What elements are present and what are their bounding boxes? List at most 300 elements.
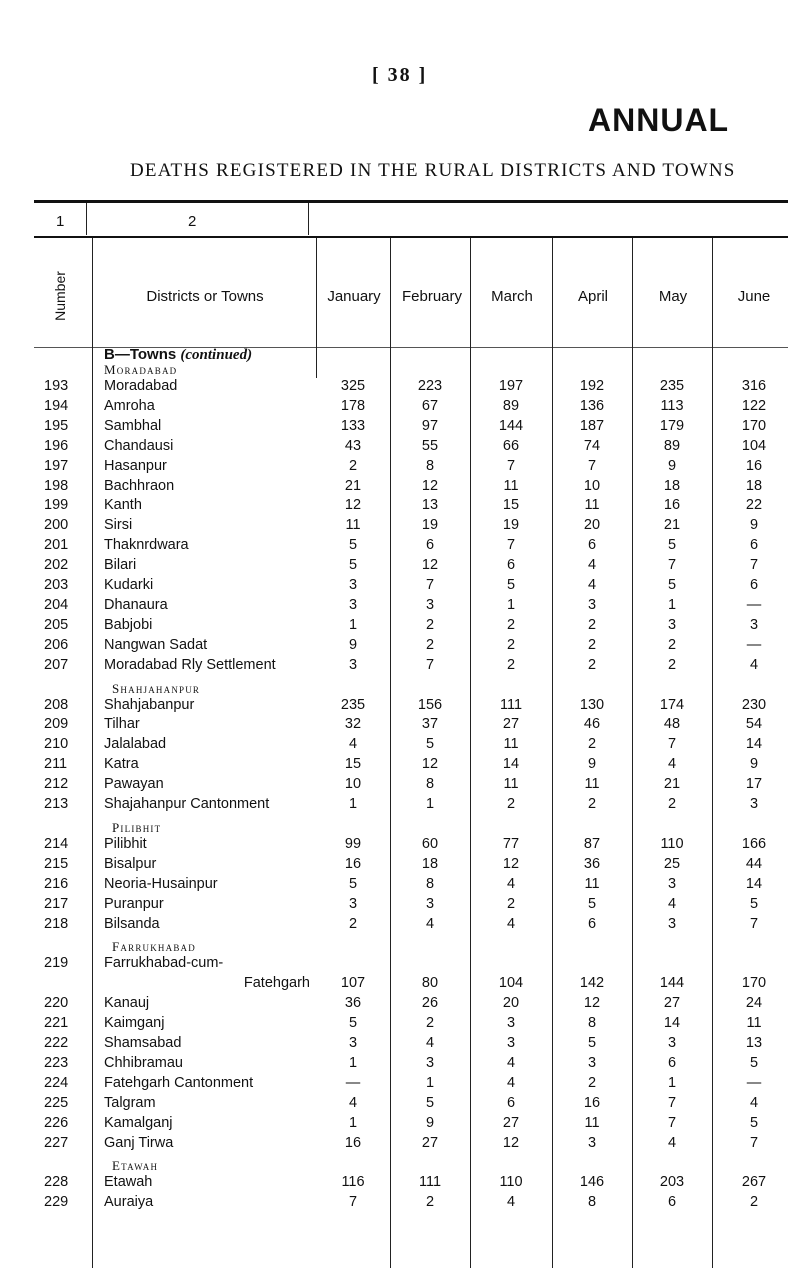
row-number: 197 bbox=[44, 457, 69, 474]
cell-march: 2 bbox=[506, 656, 516, 673]
cell-january: 43 bbox=[344, 437, 362, 454]
cell-april: 8 bbox=[587, 1015, 597, 1032]
cell-february: 1 bbox=[425, 796, 435, 812]
cell-may: 113 bbox=[660, 397, 684, 414]
table-row bbox=[0, 776, 800, 796]
cell-april: 6 bbox=[587, 915, 597, 932]
cell-february: 4 bbox=[425, 1035, 435, 1051]
cell-may: 3 bbox=[667, 915, 677, 932]
page-subtitle: DEATHS REGISTERED IN THE RURAL DISTRICTS AND TOWNS bbox=[130, 160, 736, 181]
month-header-march: March bbox=[491, 288, 533, 305]
cell-may: 174 bbox=[659, 696, 685, 713]
cell-january: 1 bbox=[348, 1114, 358, 1131]
group-heading: Shahjahanpur bbox=[112, 680, 201, 696]
cell-february: 5 bbox=[425, 736, 435, 753]
row-name: Bachhraon bbox=[104, 477, 175, 494]
month-header-may: May bbox=[658, 288, 688, 305]
cell-april: 3 bbox=[587, 596, 597, 613]
cell-march: 11 bbox=[503, 477, 519, 494]
row-name: Talgram bbox=[104, 1094, 156, 1111]
cell-january: 3 bbox=[348, 656, 358, 673]
row-number: 211 bbox=[44, 756, 68, 773]
row-name: Auraiya bbox=[104, 1194, 154, 1211]
cell-february: 7 bbox=[425, 656, 435, 673]
row-name: Moradabad bbox=[104, 378, 178, 394]
row-name: Bisalpur bbox=[104, 855, 157, 872]
cell-march: 27 bbox=[502, 1114, 520, 1131]
row-name: Sirsi bbox=[104, 517, 133, 534]
cell-february: 223 bbox=[417, 378, 443, 394]
cell-march: 11 bbox=[503, 776, 519, 793]
table-row bbox=[0, 1174, 800, 1194]
row-name: Babjobi bbox=[104, 616, 153, 633]
cell-may: 2 bbox=[667, 636, 677, 653]
table-row bbox=[0, 418, 800, 438]
cell-february: 8 bbox=[425, 875, 435, 892]
row-name: Thaknrdwara bbox=[104, 537, 189, 554]
cell-april: 146 bbox=[579, 1174, 605, 1191]
month-header-june: June bbox=[737, 288, 771, 305]
row-number: 217 bbox=[44, 895, 69, 912]
cell-march: 4 bbox=[506, 915, 516, 932]
cell-june: 3 bbox=[749, 796, 759, 812]
cell-february: 60 bbox=[421, 835, 439, 852]
cell-february: 26 bbox=[421, 995, 439, 1012]
cell-march: 1 bbox=[506, 596, 516, 613]
cell-june: 104 bbox=[741, 437, 767, 454]
cell-june: 13 bbox=[745, 1035, 763, 1051]
section-title-text: B—Towns bbox=[104, 346, 177, 363]
cell-march: 3 bbox=[506, 1015, 516, 1032]
cell-may: 2 bbox=[667, 656, 677, 673]
cell-april: 3 bbox=[587, 1054, 597, 1071]
row-name: Fatehgarh Cantonment bbox=[104, 1074, 254, 1091]
group-heading: Etawah bbox=[112, 1158, 159, 1174]
row-number: 212 bbox=[44, 776, 69, 793]
cell-march: 6 bbox=[506, 557, 516, 574]
table-row bbox=[0, 756, 800, 776]
cell-january: 4 bbox=[348, 1094, 358, 1111]
table-row bbox=[0, 856, 800, 876]
cell-april: 2 bbox=[587, 796, 597, 812]
cell-june: 17 bbox=[745, 776, 763, 793]
cell-april: 130 bbox=[579, 696, 605, 713]
cell-may: 1 bbox=[667, 1074, 677, 1091]
cell-february: 1 bbox=[425, 1074, 435, 1091]
row-number: 207 bbox=[44, 656, 69, 673]
cell-february: 55 bbox=[421, 437, 439, 454]
table-row bbox=[0, 876, 800, 896]
cell-may: 110 bbox=[660, 835, 684, 852]
cell-january: 3 bbox=[348, 1035, 358, 1051]
cell-june: 4 bbox=[749, 656, 759, 673]
cell-june: — bbox=[746, 596, 762, 613]
cell-january: 1 bbox=[348, 1054, 358, 1071]
table-row bbox=[0, 1095, 800, 1115]
row-name: Kanth bbox=[104, 497, 142, 514]
cell-february: 8 bbox=[425, 776, 435, 793]
cell-january: 21 bbox=[344, 477, 362, 494]
cell-march: 19 bbox=[502, 517, 520, 534]
row-number: 209 bbox=[44, 716, 69, 733]
cell-april: 7 bbox=[587, 457, 597, 474]
cell-june: 22 bbox=[745, 497, 763, 514]
cell-april: 6 bbox=[587, 537, 597, 554]
row-name: Kamalganj bbox=[104, 1114, 173, 1131]
table-row bbox=[0, 836, 800, 856]
cell-april: 187 bbox=[579, 417, 605, 434]
row-name: Shamsabad bbox=[104, 1035, 182, 1051]
page-title: ANNUAL bbox=[588, 102, 730, 138]
cell-march: 4 bbox=[506, 1074, 516, 1091]
cell-march: 20 bbox=[502, 995, 520, 1012]
cell-may: 7 bbox=[667, 736, 677, 753]
table-row bbox=[0, 975, 800, 995]
cell-january: 116 bbox=[341, 1174, 365, 1191]
cell-may: 7 bbox=[667, 557, 677, 574]
cell-april: 4 bbox=[587, 557, 597, 574]
cell-june: 14 bbox=[745, 736, 763, 753]
cell-may: 144 bbox=[659, 975, 685, 992]
cell-march: 2 bbox=[506, 616, 516, 633]
cell-june: 11 bbox=[746, 1015, 762, 1032]
cell-june: 44 bbox=[745, 855, 763, 872]
cell-january: 15 bbox=[344, 756, 362, 773]
table-row bbox=[0, 1075, 800, 1095]
cell-april: 2 bbox=[587, 736, 597, 753]
row-name: Chhibramau bbox=[104, 1054, 183, 1071]
cell-january: 32 bbox=[344, 716, 362, 733]
table-row bbox=[0, 1055, 800, 1075]
cell-april: 20 bbox=[583, 517, 601, 534]
cell-march: 3 bbox=[506, 1035, 516, 1051]
column-divider bbox=[86, 203, 87, 235]
cell-january: 9 bbox=[348, 636, 358, 653]
cell-may: 235 bbox=[659, 378, 685, 394]
cell-april: 11 bbox=[584, 1114, 600, 1131]
row-number: 220 bbox=[44, 995, 69, 1012]
row-number: 206 bbox=[44, 636, 69, 653]
cell-may: 9 bbox=[667, 457, 677, 474]
row-name: Tilhar bbox=[104, 716, 140, 733]
cell-january: — bbox=[345, 1074, 361, 1091]
cell-april: 2 bbox=[587, 616, 597, 633]
cell-march: 104 bbox=[498, 975, 524, 992]
cell-may: 6 bbox=[667, 1054, 677, 1071]
row-name: Chandausi bbox=[104, 437, 174, 454]
row-name: Neoria-Husainpur bbox=[104, 875, 218, 892]
cell-april: 5 bbox=[587, 895, 597, 912]
month-header-april: April bbox=[577, 288, 608, 305]
table-row bbox=[0, 517, 800, 537]
column-number-rule bbox=[34, 236, 788, 238]
cell-june: 2 bbox=[749, 1194, 759, 1211]
cell-may: 4 bbox=[667, 1134, 677, 1151]
cell-january: 178 bbox=[340, 397, 366, 414]
cell-may: 48 bbox=[663, 716, 681, 733]
cell-march: 89 bbox=[502, 397, 520, 414]
row-number: 196 bbox=[44, 437, 69, 454]
column-number-1: 1 bbox=[56, 213, 65, 230]
cell-february: 37 bbox=[421, 716, 439, 733]
table-row bbox=[0, 478, 800, 498]
cell-may: 5 bbox=[667, 537, 677, 554]
cell-february: 12 bbox=[421, 477, 439, 494]
cell-february: 67 bbox=[421, 397, 439, 414]
cell-march: 111 bbox=[499, 696, 523, 713]
cell-june: 166 bbox=[741, 835, 767, 852]
cell-january: 235 bbox=[340, 696, 366, 713]
cell-march: 4 bbox=[506, 1194, 516, 1211]
cell-june: 3 bbox=[749, 616, 759, 633]
cell-april: 3 bbox=[587, 1134, 597, 1151]
cell-april: 87 bbox=[583, 835, 601, 852]
row-name: Kanauj bbox=[104, 995, 150, 1012]
number-column-header: Number bbox=[52, 271, 68, 321]
table-row bbox=[0, 736, 800, 756]
cell-may: 2 bbox=[667, 796, 677, 812]
cell-june: 230 bbox=[741, 696, 767, 713]
cell-february: 7 bbox=[425, 577, 435, 593]
cell-january: 133 bbox=[340, 417, 366, 434]
row-number: 203 bbox=[44, 577, 69, 593]
cell-january: 12 bbox=[344, 497, 362, 514]
cell-june: 7 bbox=[749, 915, 759, 932]
row-number: 222 bbox=[44, 1035, 69, 1051]
cell-june: 16 bbox=[745, 457, 763, 474]
cell-february: 156 bbox=[417, 696, 443, 713]
table-row bbox=[0, 1115, 800, 1135]
cell-june: 7 bbox=[749, 1134, 759, 1151]
cell-march: 12 bbox=[502, 1134, 520, 1151]
cell-march: 144 bbox=[498, 417, 524, 434]
row-name: Shahjabanpur bbox=[104, 696, 195, 713]
cell-february: 13 bbox=[421, 497, 439, 514]
cell-february: 4 bbox=[425, 915, 435, 932]
cell-may: 21 bbox=[663, 517, 681, 534]
row-number: 200 bbox=[44, 517, 69, 534]
cell-may: 179 bbox=[659, 417, 685, 434]
table-row bbox=[0, 716, 800, 736]
row-number: 221 bbox=[44, 1015, 69, 1032]
table-row bbox=[0, 438, 800, 458]
cell-january: 99 bbox=[344, 835, 362, 852]
row-name: Moradabad Rly Settlement bbox=[104, 656, 276, 673]
table-row bbox=[0, 1015, 800, 1035]
cell-january: 16 bbox=[344, 855, 362, 872]
row-number: 229 bbox=[44, 1194, 69, 1211]
table-row bbox=[0, 458, 800, 478]
cell-january: 4 bbox=[348, 736, 358, 753]
table-row bbox=[0, 577, 800, 597]
cell-june: 5 bbox=[749, 895, 759, 912]
table-row bbox=[0, 1135, 800, 1155]
row-name: Bilsanda bbox=[104, 915, 160, 932]
table-row bbox=[0, 1194, 800, 1214]
table-row-prefix bbox=[0, 955, 800, 975]
cell-january: 2 bbox=[348, 915, 358, 932]
cell-june: 316 bbox=[741, 378, 767, 394]
row-name: Puranpur bbox=[104, 895, 164, 912]
cell-june: 122 bbox=[741, 397, 767, 414]
cell-march: 27 bbox=[502, 716, 520, 733]
districts-column-header: Districts or Towns bbox=[146, 288, 264, 305]
cell-february: 27 bbox=[421, 1134, 439, 1151]
group-heading: Pilibhit bbox=[112, 819, 162, 835]
cell-june: 7 bbox=[749, 557, 759, 574]
cell-january: 10 bbox=[344, 776, 362, 793]
cell-april: 2 bbox=[587, 1074, 597, 1091]
cell-april: 36 bbox=[583, 855, 601, 872]
row-number: 228 bbox=[44, 1174, 69, 1191]
cell-january: 7 bbox=[348, 1194, 358, 1211]
table-row bbox=[0, 697, 800, 717]
cell-january: 3 bbox=[348, 577, 358, 593]
table-row bbox=[0, 597, 800, 617]
cell-june: 24 bbox=[745, 995, 763, 1012]
cell-march: 7 bbox=[506, 537, 516, 554]
cell-january: 5 bbox=[348, 557, 358, 574]
cell-june: — bbox=[746, 1074, 762, 1091]
cell-february: 12 bbox=[421, 557, 439, 574]
cell-may: 5 bbox=[667, 577, 677, 593]
cell-june: 9 bbox=[749, 517, 759, 534]
cell-march: 66 bbox=[502, 437, 520, 454]
cell-february: 9 bbox=[425, 1114, 435, 1131]
table-row bbox=[0, 796, 800, 816]
cell-february: 12 bbox=[421, 756, 439, 773]
section-qualifier: (continued) bbox=[180, 347, 253, 363]
table-row bbox=[0, 1035, 800, 1055]
row-number: 193 bbox=[44, 378, 69, 394]
cell-january: 2 bbox=[348, 457, 358, 474]
table-row bbox=[0, 995, 800, 1015]
cell-february: 3 bbox=[425, 1054, 435, 1071]
cell-april: 2 bbox=[587, 656, 597, 673]
table-row bbox=[0, 378, 800, 398]
cell-march: 14 bbox=[502, 756, 520, 773]
row-number: 210 bbox=[44, 736, 69, 753]
cell-april: 142 bbox=[579, 975, 605, 992]
cell-january: 5 bbox=[348, 537, 358, 554]
cell-february: 111 bbox=[418, 1174, 442, 1191]
row-number: 219 bbox=[44, 955, 69, 972]
cell-february: 2 bbox=[425, 1194, 435, 1211]
row-number: 201 bbox=[44, 537, 69, 554]
row-name: Jalalabad bbox=[104, 736, 167, 753]
cell-may: 16 bbox=[663, 497, 681, 514]
cell-april: 11 bbox=[584, 497, 600, 514]
cell-january: 107 bbox=[340, 975, 366, 992]
cell-february: 18 bbox=[421, 855, 439, 872]
cell-june: 9 bbox=[749, 756, 759, 773]
row-name: Shajahanpur Cantonment bbox=[104, 796, 270, 812]
row-name: Pilibhit bbox=[104, 835, 147, 852]
cell-may: 4 bbox=[667, 756, 677, 773]
table-row bbox=[0, 497, 800, 517]
cell-april: 4 bbox=[587, 577, 597, 593]
row-number: 225 bbox=[44, 1094, 69, 1111]
cell-may: 18 bbox=[663, 477, 681, 494]
cell-april: 46 bbox=[583, 716, 601, 733]
table-top-rule bbox=[34, 200, 788, 203]
column-number-2: 2 bbox=[188, 213, 197, 230]
cell-january: 36 bbox=[344, 995, 362, 1012]
cell-march: 11 bbox=[503, 736, 519, 753]
cell-february: 5 bbox=[425, 1094, 435, 1111]
row-number: 208 bbox=[44, 696, 69, 713]
cell-february: 2 bbox=[425, 616, 435, 633]
row-name: Ganj Tirwa bbox=[104, 1134, 174, 1151]
cell-february: 8 bbox=[425, 457, 435, 474]
row-name: Katra bbox=[104, 756, 139, 773]
cell-february: 2 bbox=[425, 636, 435, 653]
row-name: Etawah bbox=[104, 1174, 153, 1191]
cell-may: 1 bbox=[667, 596, 677, 613]
cell-january: 11 bbox=[345, 517, 361, 534]
row-number: 223 bbox=[44, 1054, 69, 1071]
group-heading: Farrukhabad bbox=[112, 939, 196, 955]
row-name: Sambhal bbox=[104, 417, 162, 434]
row-number: 213 bbox=[44, 796, 69, 812]
column-divider bbox=[308, 203, 309, 235]
cell-may: 7 bbox=[667, 1114, 677, 1131]
row-number: 204 bbox=[44, 596, 69, 613]
cell-june: 14 bbox=[745, 875, 763, 892]
cell-february: 6 bbox=[425, 537, 435, 554]
cell-april: 16 bbox=[583, 1094, 601, 1111]
cell-january: 5 bbox=[348, 1015, 358, 1032]
row-number: 218 bbox=[44, 915, 69, 932]
cell-june: 6 bbox=[749, 537, 759, 554]
cell-may: 14 bbox=[663, 1015, 681, 1032]
cell-march: 7 bbox=[506, 457, 516, 474]
cell-january: 1 bbox=[348, 796, 358, 812]
table-row bbox=[0, 896, 800, 916]
row-name-continuation: Fatehgarh bbox=[243, 975, 310, 992]
cell-february: 80 bbox=[421, 975, 439, 992]
row-name: Amroha bbox=[104, 397, 155, 414]
cell-february: 19 bbox=[421, 517, 439, 534]
table-row bbox=[0, 398, 800, 418]
row-number: 194 bbox=[44, 397, 69, 414]
cell-january: 325 bbox=[340, 378, 366, 394]
cell-march: 4 bbox=[506, 1054, 516, 1071]
cell-may: 3 bbox=[667, 1035, 677, 1051]
cell-april: 10 bbox=[583, 477, 601, 494]
cell-june: 5 bbox=[749, 1114, 759, 1131]
table-row bbox=[0, 557, 800, 577]
cell-may: 25 bbox=[663, 855, 681, 872]
cell-january: 16 bbox=[344, 1134, 362, 1151]
group-heading: Moradabad bbox=[104, 362, 178, 377]
table-row bbox=[0, 916, 800, 936]
cell-may: 27 bbox=[663, 995, 681, 1012]
row-number: 195 bbox=[44, 417, 69, 434]
cell-june: — bbox=[746, 636, 762, 653]
table-row bbox=[0, 617, 800, 637]
cell-may: 21 bbox=[663, 776, 681, 793]
cell-january: 1 bbox=[348, 616, 358, 633]
cell-may: 6 bbox=[667, 1194, 677, 1211]
cell-march: 6 bbox=[506, 1094, 516, 1111]
row-name: Pawayan bbox=[104, 776, 164, 793]
cell-may: 4 bbox=[667, 895, 677, 912]
cell-april: 11 bbox=[584, 875, 600, 892]
month-header-january: January bbox=[327, 288, 381, 305]
cell-june: 6 bbox=[749, 577, 759, 593]
row-name: Farrukhabad-cum- bbox=[104, 955, 224, 972]
